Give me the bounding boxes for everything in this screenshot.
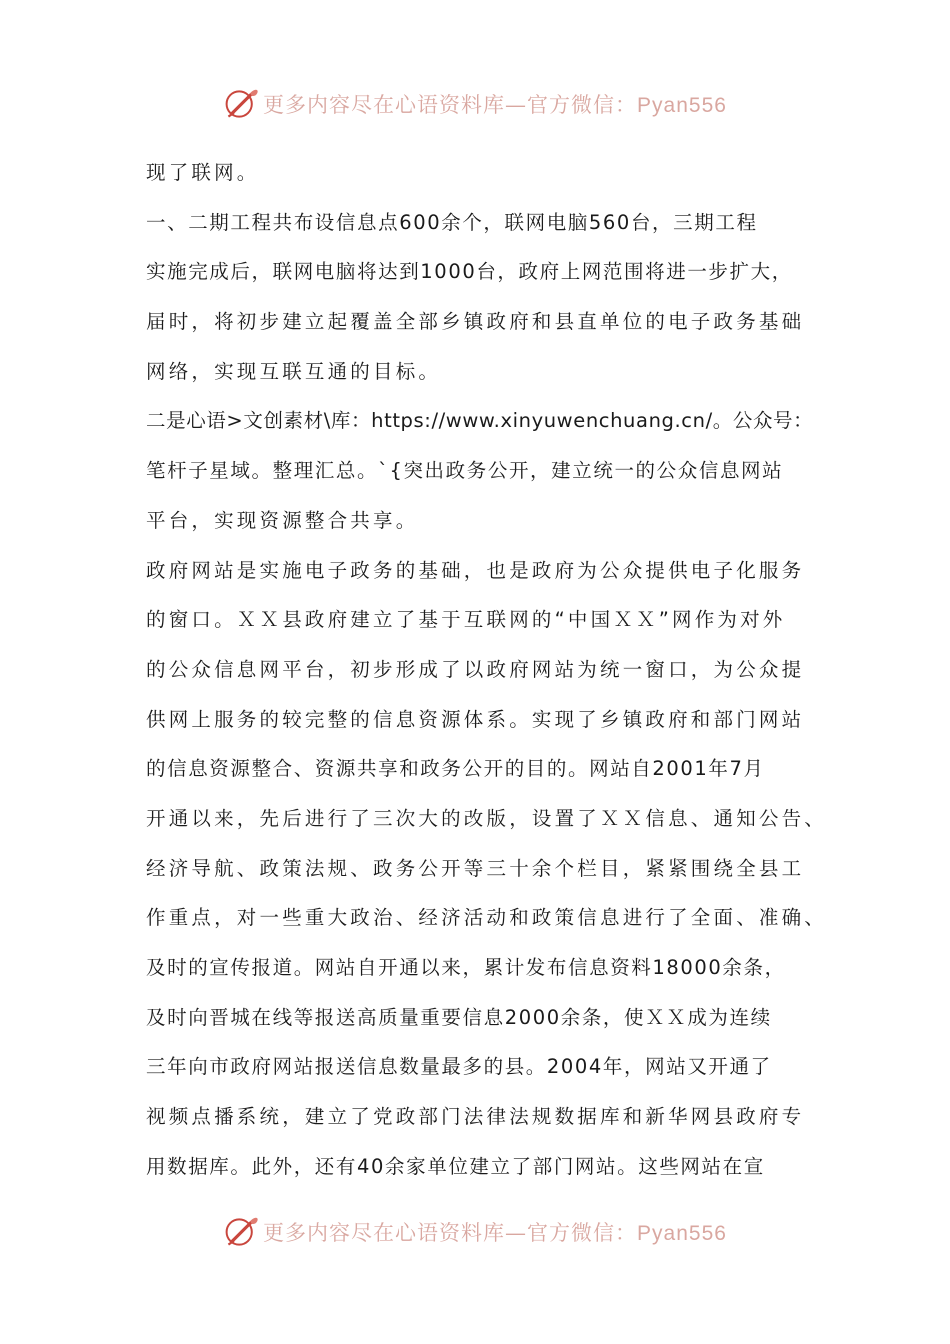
- body-line: 网络，实现互联互通的目标。: [146, 359, 442, 383]
- header-wechat-id: Pyan556: [637, 94, 727, 117]
- body-line: 的信息资源整合、资源共享和政务公开的目的。网站自2001年7月: [146, 757, 765, 781]
- footer-banner: [0, 1212, 950, 1252]
- body-line: 笔杆子星域。整理汇总。`{突出政务公开，建立统一的公众信息网站: [146, 459, 784, 483]
- body-line: 二是心语>文创素材\库：https://www.xinyuwenchuang.cn/。公众号：: [146, 409, 814, 433]
- header-banner: [0, 84, 950, 124]
- quill-pen-logo-icon: [223, 86, 259, 122]
- footer-wechat-id: Pyan556: [637, 1222, 727, 1245]
- body-line: 用数据库。此外，还有40余家单位建立了部门网站。这些网站在宣: [146, 1154, 765, 1178]
- body-line: 现了联网。: [146, 161, 260, 184]
- header-banner-text: 更多内容尽在心语资料库—官方微信：Pyan556: [263, 93, 727, 117]
- body-line: 三年向市政府网站报送信息数量最多的县。2004年，网站又开通了: [146, 1055, 772, 1079]
- body-line: 视频点播系统，建立了党政部门法律法规数据库和新华网县政府专: [146, 1105, 805, 1129]
- body-line: 届时，将初步建立起覆盖全部乡镇政府和县直单位的电子政务基础: [146, 310, 805, 334]
- body-line: 实施完成后，联网电脑将达到1000台，政府上网范围将进一步扩大，: [146, 260, 793, 284]
- document-body: [146, 148, 826, 1191]
- body-line: 平台，实现资源整合共享。: [146, 508, 419, 532]
- body-line: 作重点，对一些重大政治、经济活动和政策信息进行了全面、准确、: [146, 906, 828, 930]
- body-line: 开通以来，先后进行了三次大的改版，设置了ＸＸ信息、通知公告、: [146, 806, 828, 830]
- body-line: 及时的宣传报道。网站自开通以来，累计发布信息资料18000余条，: [146, 956, 786, 979]
- body-line: 及时向晋城在线等报送高质量重要信息2000余条，使ＸＸ成为连续: [146, 1005, 772, 1029]
- quill-pen-logo-icon: [223, 1214, 259, 1250]
- footer-banner-text: 更多内容尽在心语资料库—官方微信：Pyan556: [263, 1221, 727, 1245]
- body-line: 的窗口。ＸＸ县政府建立了基于互联网的“中国ＸＸ”网作为对外: [146, 608, 786, 632]
- body-line: 的公众信息网平台，初步形成了以政府网站为统一窗口，为公众提: [146, 657, 805, 681]
- body-line: 政府网站是实施电子政务的基础，也是政府为公众提供电子化服务: [146, 558, 805, 582]
- body-line: 经济导航、政策法规、政务公开等三十余个栏目，紧紧围绕全县工: [146, 856, 805, 880]
- body-line: 一、二期工程共布设信息点600余个，联网电脑560台，三期工程: [146, 210, 758, 234]
- body-line: 供网上服务的较完整的信息资源体系。实现了乡镇政府和部门网站: [146, 707, 805, 731]
